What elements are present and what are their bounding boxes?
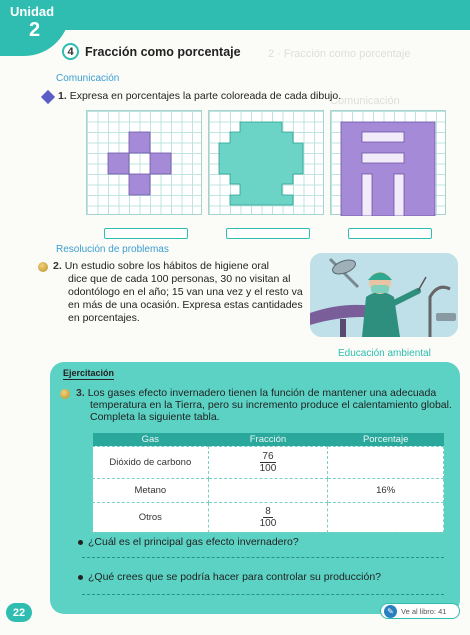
q1-text bbox=[58, 90, 341, 103]
purple-building-figure bbox=[331, 111, 447, 216]
q1-statement: Expresa en porcentajes la parte coloreada de cada dibujo. bbox=[69, 90, 342, 102]
q1-answer-box-2[interactable] bbox=[226, 228, 310, 239]
q3-line-1: Los gases efecto invernadero tienen la función de mantener una adecuada bbox=[87, 387, 437, 399]
q2-line-1: Un estudio sobre los hábitos de higiene oral bbox=[64, 260, 269, 272]
q1-answer-box-1[interactable] bbox=[104, 228, 188, 239]
q3-text bbox=[76, 387, 436, 400]
book-icon: ✎ bbox=[384, 605, 397, 618]
q3-number: 3. bbox=[76, 387, 85, 399]
answer-line-1[interactable] bbox=[82, 557, 444, 558]
fraction-cell bbox=[208, 502, 328, 532]
gas-cell: Dióxido de carbono bbox=[93, 446, 209, 478]
figure-grid-2 bbox=[208, 110, 324, 215]
unit-label: Unidad bbox=[10, 4, 55, 19]
section-header bbox=[62, 43, 241, 60]
q1-answer-box-3[interactable] bbox=[348, 228, 432, 239]
teal-tree-figure bbox=[209, 111, 325, 216]
table-row bbox=[93, 478, 444, 502]
dentist-illustration bbox=[310, 253, 458, 337]
unit-number: 2 bbox=[29, 19, 41, 41]
q2-line-3: odontólogo en el año; 15 van una vez y el resto va bbox=[68, 286, 303, 298]
fraction-numerator: 76 bbox=[262, 450, 274, 462]
q2-line-4: en más de una ocasión. Expresa estas cantidades bbox=[68, 299, 303, 311]
question-bullet-2 bbox=[78, 571, 381, 583]
percent-cell[interactable] bbox=[328, 446, 444, 478]
answer-line-2[interactable] bbox=[82, 594, 444, 595]
section-number: 4 bbox=[62, 43, 79, 60]
q2-line-2: dice que de cada 100 personas, 30 no visitan al bbox=[68, 273, 291, 285]
category-resolucion: Resolución de problemas bbox=[56, 244, 169, 255]
section-title: Fracción como porcentaje bbox=[85, 44, 241, 59]
table-row bbox=[93, 446, 444, 478]
fraction-cell[interactable] bbox=[208, 478, 328, 502]
table-row bbox=[93, 502, 444, 532]
col-header-porcentaje: Porcentaje bbox=[328, 433, 444, 446]
q2-text bbox=[53, 260, 269, 273]
fraction-denominator: 100 bbox=[259, 517, 277, 529]
figure-grid-1 bbox=[86, 110, 202, 215]
percent-cell: 16% bbox=[328, 478, 444, 502]
q3-line-2: temperatura en la Tierra, pero su incremento produce el calentamiento global. bbox=[90, 399, 452, 411]
page-number: 22 bbox=[6, 603, 32, 622]
bleed-through-label: Comunicación bbox=[330, 95, 400, 107]
fraction-numerator: 8 bbox=[265, 505, 271, 517]
category-educacion-ambiental: Educación ambiental bbox=[338, 348, 431, 359]
bullet-icon bbox=[78, 575, 83, 580]
purple-cross-figure bbox=[87, 111, 203, 216]
bullet-text-1: ¿Cuál es el principal gas efecto invernadero? bbox=[88, 536, 299, 548]
percent-cell[interactable] bbox=[328, 502, 444, 532]
category-comunicacion: Comunicación bbox=[56, 73, 120, 84]
table-header-row bbox=[93, 433, 444, 446]
figure-grid-3 bbox=[330, 110, 446, 215]
fraction-denominator: 100 bbox=[259, 462, 277, 474]
q2-line-5: en porcentajes. bbox=[68, 312, 140, 324]
q2-number: 2. bbox=[53, 260, 62, 272]
diamond-icon bbox=[41, 90, 55, 104]
col-header-gas: Gas bbox=[93, 433, 209, 446]
bullet-icon bbox=[78, 540, 83, 545]
col-header-fraccion: Fracción bbox=[208, 433, 328, 446]
fraction bbox=[260, 506, 277, 529]
fraction-cell bbox=[208, 446, 328, 478]
q3-line-3: Completa la siguiente tabla. bbox=[90, 411, 220, 423]
question-bullet-1 bbox=[78, 536, 299, 548]
dentist-photo bbox=[310, 253, 458, 337]
top-ribbon bbox=[0, 0, 470, 30]
book-reference-text: Ve al libro: 41 bbox=[401, 606, 447, 616]
bleed-through-title: 2 · Fracción como porcentaje bbox=[268, 48, 411, 60]
bullet-dot-icon bbox=[60, 389, 70, 399]
exercise-header: Ejercitación bbox=[63, 368, 115, 378]
bullet-dot-icon bbox=[38, 262, 48, 272]
fraction bbox=[260, 451, 277, 474]
unit-tab bbox=[0, 0, 70, 56]
gas-cell: Metano bbox=[93, 478, 209, 502]
gas-cell: Otros bbox=[93, 502, 209, 532]
bullet-text-2: ¿Qué crees que se podría hacer para controlar su producción? bbox=[88, 571, 382, 583]
q1-number: 1. bbox=[58, 90, 67, 102]
book-reference[interactable] bbox=[380, 603, 460, 619]
gas-table bbox=[92, 433, 444, 533]
